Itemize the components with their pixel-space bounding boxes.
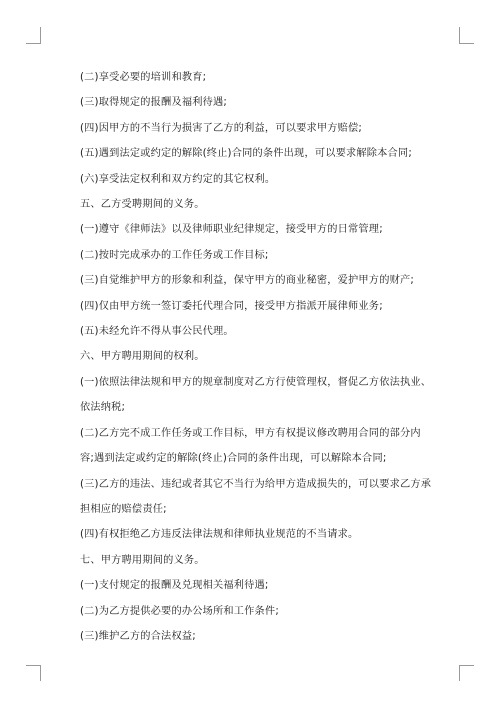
paragraph: (一)支付规定的报酬及兑现相关福利待遇; <box>80 580 269 592</box>
document-body <box>80 65 432 649</box>
paragraph: (四)仅由甲方统一签订委托代理合同，接受甲方指派开展律师业务; <box>80 300 383 312</box>
section-heading: 五、乙方受聘期间的义务。 <box>80 199 205 211</box>
paragraph: (六)享受法定权利和双方约定的其它权利。 <box>80 173 276 185</box>
crop-mark-bottom-left-horizontal <box>26 665 41 666</box>
paragraph: (三)乙方的违法、违纪或者其它不当行为给甲方造成损失的，可以要求乙方承担相应的赔偿责任; <box>80 478 432 515</box>
paragraph: (二)享受必要的培训和教育; <box>80 72 207 83</box>
paragraph: (三)取得规定的报酬及福利待遇; <box>80 97 228 109</box>
paragraph: (一)遵守《律师法》以及律师职业纪律规定，接受甲方的日常管理; <box>80 224 383 236</box>
paragraph: (三)维护乙方的合法权益; <box>80 630 196 642</box>
paragraph: (二)乙方完不成工作任务或工作目标，甲方有权提议修改聘用合同的部分内容;遇到法定或约定的解除(终止)合同的条件出现，可以解除本合同; <box>80 427 421 465</box>
crop-mark-top-right-vertical <box>459 27 460 43</box>
paragraph: (二)为乙方提供必要的办公场所和工作条件; <box>80 605 279 617</box>
section-heading: 七、甲方聘用期间的义务。 <box>80 554 205 566</box>
crop-mark-top-right-horizontal <box>459 43 474 44</box>
crop-mark-top-left-horizontal <box>26 43 41 44</box>
crop-mark-top-left-vertical <box>40 27 41 43</box>
crop-mark-bottom-right-horizontal <box>459 665 474 666</box>
paragraph: (五)遇到法定或约定的解除(终止)合同的条件出现，可以要求解除本合同; <box>80 148 412 160</box>
paragraph: (一)依照法律法规和甲方的规章制度对乙方行使管理权，督促乙方依法执业、依法纳税; <box>80 376 432 414</box>
paragraph: (二)按时完成承办的工作任务或工作目标; <box>80 249 269 261</box>
section-heading: 六、甲方聘用期间的权利。 <box>80 351 205 363</box>
crop-mark-bottom-left-vertical <box>40 665 41 681</box>
crop-mark-bottom-right-vertical <box>459 665 460 681</box>
paragraph: (四)因甲方的不当行为损害了乙方的利益，可以要求甲方赔偿; <box>80 122 363 134</box>
paragraph: (五)未经允许不得从事公民代理。 <box>80 326 234 338</box>
paragraph: (三)自觉维护甲方的形象和利益，保守甲方的商业秘密，爱护甲方的财产; <box>80 275 414 287</box>
paragraph: (四)有权拒绝乙方违反法律法规和律师执业规范的不当请求。 <box>80 529 359 541</box>
